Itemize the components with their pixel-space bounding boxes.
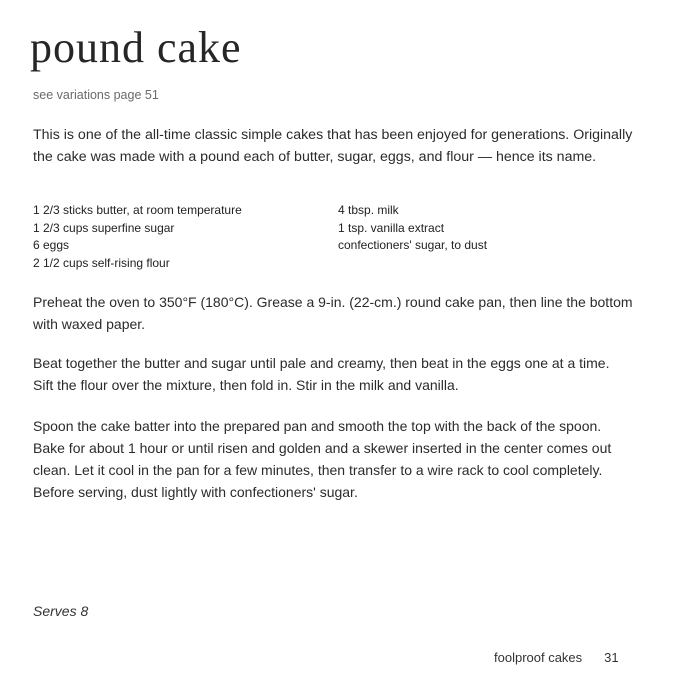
variations-reference: see variations page 51 (33, 88, 159, 102)
ingredient-item: 1 2/3 sticks butter, at room temperature (33, 203, 242, 217)
recipe-title: pound cake (30, 23, 242, 72)
ingredient-item: 1 2/3 cups superfine sugar (33, 220, 175, 235)
ingredient-item: 2 1/2 cups self-rising flour (33, 255, 170, 270)
ingredient-item: 4 tbsp. milk (338, 203, 399, 217)
ingredients-list (33, 202, 593, 272)
ingredients-column-right (338, 202, 487, 272)
ingredient-item: confectioners' sugar, to dust (338, 238, 488, 252)
method-step: Spoon the cake batter into the prepared pan and smooth the top with the back of the spoon. Bake for about 1 hour or until risen and golden and a skewer inserted in the center comes out clean. Let it cool in the pan for a few minutes, then transfer to a wire rack to cool completely. Before serving, dust lightly with confectioners' sugar. (33, 418, 612, 500)
ingredient-item: 6 eggs (33, 238, 70, 252)
method-step: Preheat the oven to 350°F (180°C). Grease a 9-in. (22-cm.) round cake pan, then line the bottom with waxed paper. (33, 294, 633, 332)
page-footer (494, 650, 619, 665)
serves-count: Serves 8 (33, 603, 89, 619)
recipe-intro: This is one of the all-time classic simple cakes that has been enjoyed for generations. Originally the cake was made with a pound each of butter, sugar, eggs, and flour — hence its name. (33, 127, 633, 165)
ingredients-column-left (33, 202, 338, 272)
page-number: 31 (604, 650, 619, 665)
ingredient-item: 1 tsp. vanilla extract (338, 220, 445, 235)
footer-section-title: foolproof cakes (494, 650, 583, 665)
method-step: Beat together the butter and sugar until pale and creamy, then beat in the eggs one at a time. Sift the flour over the mixture, then fold in. Stir in the milk and vanilla. (33, 355, 610, 393)
